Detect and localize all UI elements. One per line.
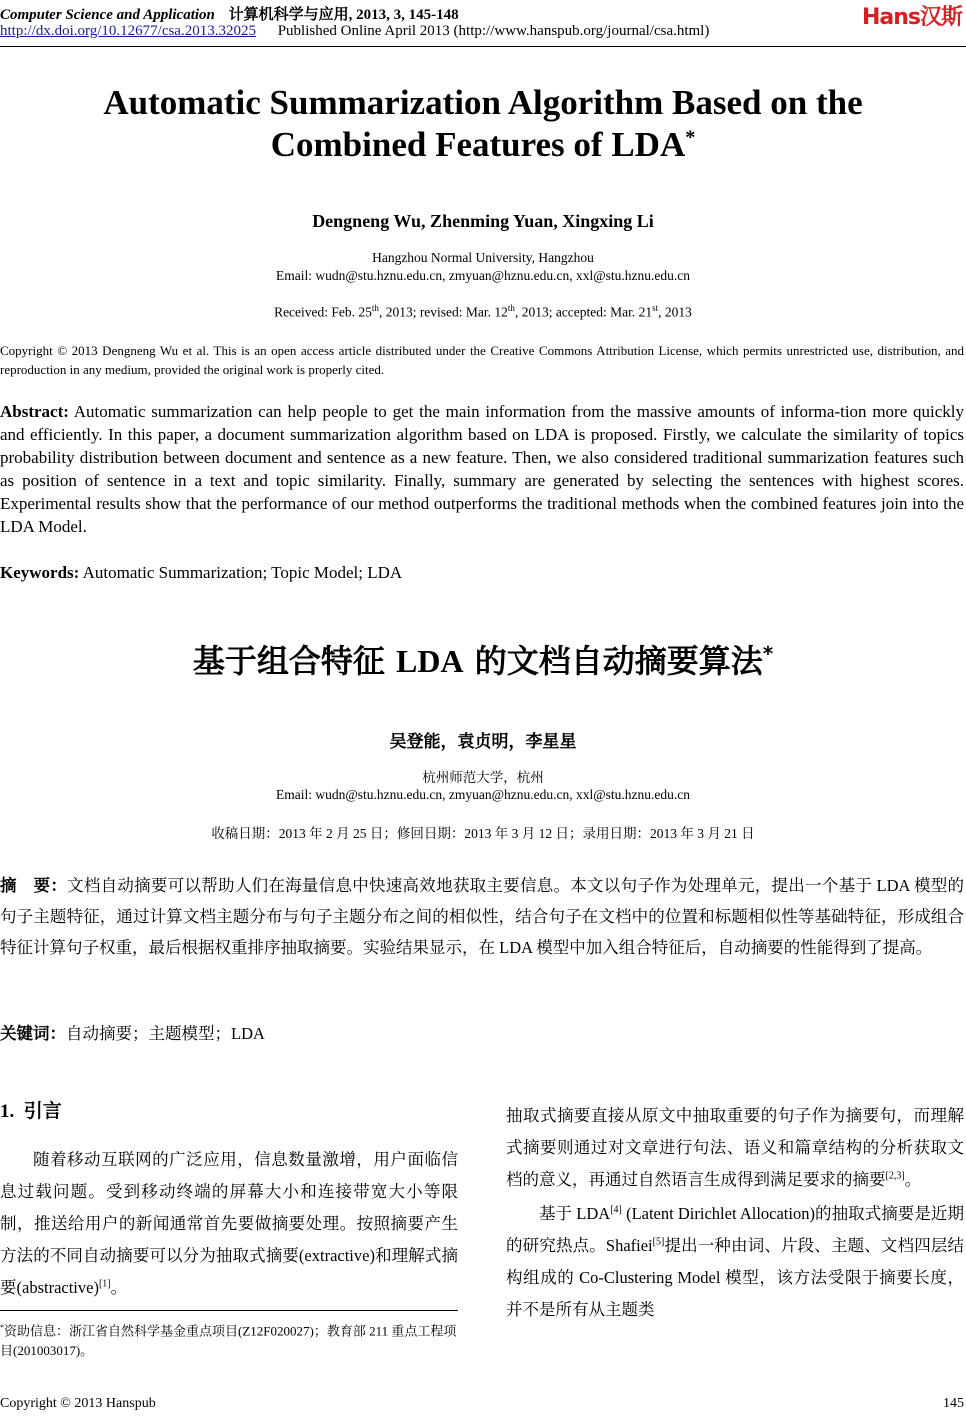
intro-paragraph-2: 抽取式摘要直接从原文中抽取重要的句子作为摘要句，而理解式摘要则通过对文章进行句法、语义和篇章结构的分析获取文档的意义，再通过自然语言生成得到满足要求的摘要[2,3]。 bbox=[506, 1106, 964, 1189]
intro-paragraph-1: 随着移动互联网的广泛应用，信息数量激增，用户面临信息过载问题。受到移动终端的屏幕大小和连接带宽大小等限制，推送给用户的新闻通常首先要做摘要处理。按照摘要产生方法的不同自动摘要可以分为抽取式摘要(extractive)和理解式摘要(abstractive)[1]。 bbox=[0, 1150, 458, 1297]
keywords bbox=[0, 563, 402, 583]
intro-paragraph-3: 基于 LDA[4] (Latent Dirichlet Allocation)的抽取式摘要是近期的研究热点。Shafiei[5]提出一种由词、片段、主题、文档四层结构组成的 Co-Clustering Model 模型，该方法受限于摘要长度，并不是所有从主题类 bbox=[506, 1204, 964, 1319]
paper-title bbox=[0, 82, 966, 166]
keywords-text: Automatic Summarization; Topic Model; LDA bbox=[82, 563, 403, 582]
journal-info: 计算机科学与应用, 2013, 3, 145-148 bbox=[228, 7, 459, 23]
left-column bbox=[0, 1144, 458, 1304]
footnote: *资助信息：浙江省自然科学基金重点项目(Z12F020027)；教育部 211 重点工程项目(201003017)。 bbox=[0, 1323, 457, 1359]
chinese-title: 基于组合特征 LDA 的文档自动摘要算法* bbox=[192, 641, 774, 680]
section-heading: 1. 引言 bbox=[0, 1100, 62, 1122]
abstract bbox=[0, 400, 964, 538]
chinese-keywords-text: 自动摘要；主题模型；LDA bbox=[66, 1024, 265, 1043]
copyright-notice: Copyright © 2013 Dengneng Wu et al. This is an open access article distributed under the Creative Commons Attribution License, which permits unrestricted use, distribution, and reproduction in any medium, provided the original work is properly cited. bbox=[0, 343, 964, 377]
right-column bbox=[506, 1100, 964, 1326]
authors: Dengneng Wu, Zhenming Yuan, Xingxing Li bbox=[312, 211, 654, 231]
publisher-logo: Hans汉斯 bbox=[861, 5, 962, 30]
title-line-2: Combined Features of LDA* bbox=[270, 125, 696, 164]
abstract-label: Abstract: bbox=[0, 402, 69, 421]
chinese-abstract-label: 摘 要： bbox=[0, 876, 68, 895]
keywords-label: Keywords: bbox=[0, 563, 80, 582]
chinese-keywords-label: 关键词： bbox=[0, 1024, 66, 1043]
chinese-authors: 吴登能，袁贞明，李星星 bbox=[389, 732, 577, 752]
chinese-affiliation: 杭州师范大学，杭州 bbox=[422, 770, 544, 785]
page-number: 145 bbox=[943, 1396, 964, 1411]
chinese-dates: 收稿日期：2013 年 2 月 25 日；修回日期：2013 年 3 月 12 日；录用日期：2013 年 3 月 21 日 bbox=[211, 826, 755, 841]
journal-header bbox=[0, 3, 459, 24]
chinese-abstract bbox=[0, 870, 964, 963]
published-info: Published Online April 2013 (http://www.hanspub.org/journal/csa.html) bbox=[277, 23, 710, 39]
received-dates: Received: Feb. 25th, 2013; revised: Mar. 12th, 2013; accepted: Mar. 21st, 2013 bbox=[274, 303, 692, 320]
abstract-text: Automatic summarization can help people to get the main information from the massive amounts of informa-tion more quickly and efficiently. In this paper, a document summarization algorithm based on LDA is proposed. Firstly, we calculate the similarity of topics probability distribution between document and sentence as a new feature. Then, we also considered traditional summarization features such as position of sentence in a text and topic similarity. Finally, summary are generated by selecting the sentences with highest scores. Experimental results show that the performance of our method outperforms the traditional methods when the combined features join into the LDA Model. bbox=[0, 402, 965, 536]
journal-name: Computer Science and Application bbox=[0, 7, 215, 23]
chinese-abstract-text: 文档自动摘要可以帮助人们在海量信息中快速高效地获取主要信息。本文以句子作为处理单元，提出一个基于 LDA 模型的句子主题特征，通过计算文档主题分布与句子主题分布之间的相似性，结合句子在文档中的位置和标题相似性等基础特征，形成组合特征计算句子权重，最后根据权重排序抽取摘要。实验结果显示，在 LDA 模型中加入组合特征后，自动摘要的性能得到了提高。 bbox=[0, 876, 965, 957]
chinese-email: Email: wudn@stu.hznu.edu.cn, zmyuan@hznu.edu.cn, xxl@stu.hznu.edu.cn bbox=[275, 787, 691, 802]
title-line-1: Automatic Summarization Algorithm Based on the bbox=[103, 83, 863, 122]
footer-copyright: Copyright © 2013 Hanspub bbox=[0, 1396, 156, 1411]
footnote-divider bbox=[0, 1310, 458, 1311]
header-divider bbox=[0, 46, 966, 47]
doi-line bbox=[0, 23, 709, 40]
chinese-keywords bbox=[0, 1020, 265, 1044]
email: Email: wudn@stu.hznu.edu.cn, zmyuan@hznu.edu.cn, xxl@stu.hznu.edu.cn bbox=[275, 268, 691, 283]
doi-link[interactable]: http://dx.doi.org/10.12677/csa.2013.32025 bbox=[0, 23, 256, 39]
affiliation: Hangzhou Normal University, Hangzhou bbox=[372, 250, 594, 265]
